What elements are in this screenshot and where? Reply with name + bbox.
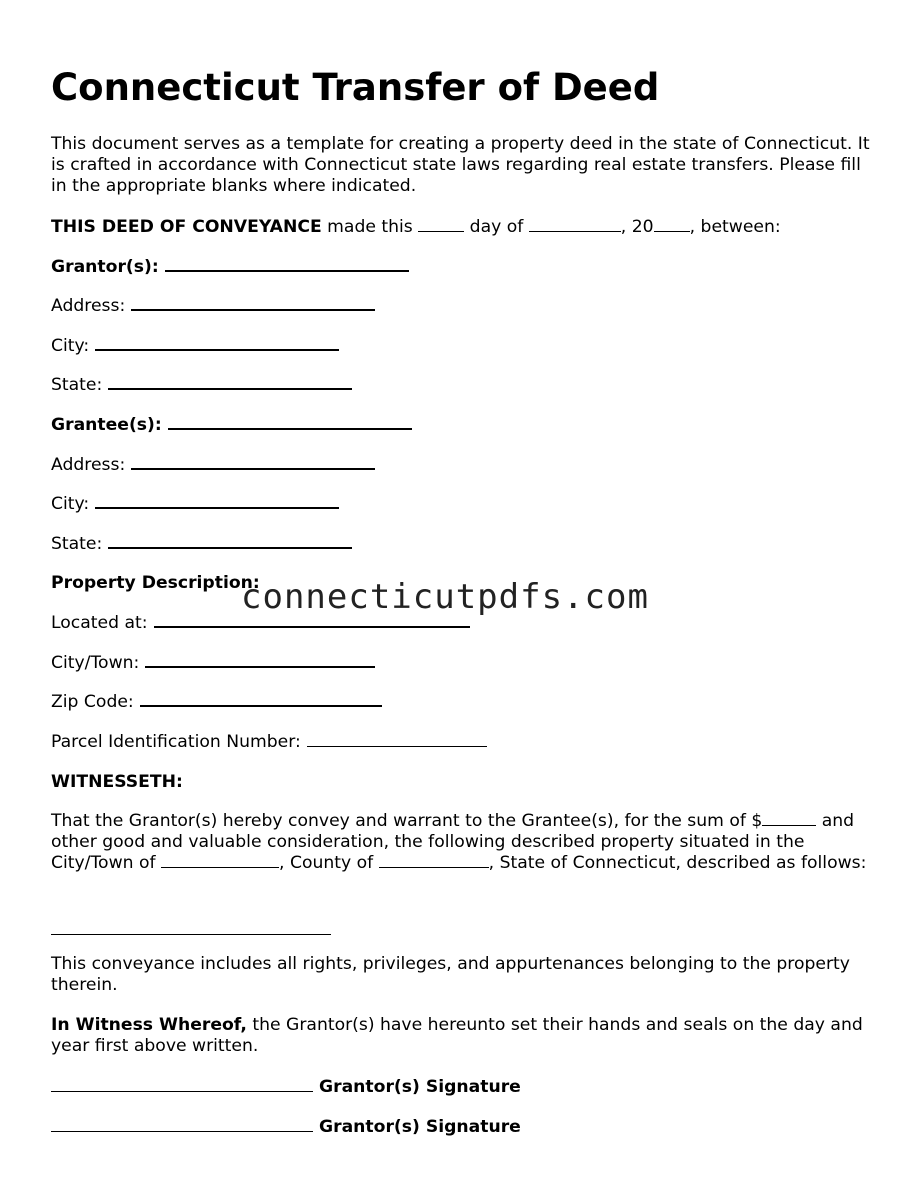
parcel-id-label: Parcel Identification Number: (51, 732, 301, 752)
witnesseth-paragraph (51, 811, 881, 874)
signature-label-2: Grantor(s) Signature (319, 1117, 521, 1137)
signature-label-1: Grantor(s) Signature (319, 1077, 521, 1097)
grantee-address-blank[interactable] (131, 454, 375, 470)
grantee-state-field (51, 533, 352, 555)
conveyance-line (51, 216, 781, 238)
grantee-field (51, 414, 412, 436)
conveyance-text-3: , 20 (620, 217, 654, 237)
in-witness-lead: In Witness Whereof, (51, 1015, 247, 1035)
includes-paragraph: This conveyance includes all rights, privileges, and appurtenances belonging to the property therein. (51, 954, 850, 995)
city-town-field (51, 652, 375, 674)
grantor-address-label: Address: (51, 296, 126, 316)
grantor-address-blank[interactable] (131, 295, 375, 311)
grantor-state-field (51, 374, 352, 396)
watermark: connecticutpdfs.com (241, 577, 649, 617)
conveyance-text-1: made this (321, 217, 419, 237)
city-town-of-blank[interactable] (161, 853, 279, 868)
grantor-city-blank[interactable] (95, 335, 339, 351)
signature-blank-1[interactable] (51, 1077, 313, 1092)
zip-code-blank[interactable] (140, 691, 382, 707)
sum-blank[interactable] (762, 811, 816, 826)
grantee-city-field (51, 493, 339, 515)
in-witness-paragraph (51, 1015, 881, 1057)
conveyance-text-2: day of (464, 217, 529, 237)
parcel-id-field (51, 731, 487, 753)
grantor-address-field (51, 295, 375, 317)
page-title: Connecticut Transfer of Deed (51, 66, 660, 109)
property-description-heading: Property Description: (51, 573, 260, 593)
signature-line-2 (51, 1116, 521, 1138)
intro-paragraph: This document serves as a template for creating a property deed in the state of Connecticut. It is crafted in accordance with Connecticut state laws regarding real estate transfers. Please fill in the appropriate blanks where indicated. (51, 134, 870, 196)
signature-line-1 (51, 1076, 521, 1098)
grantor-city-field (51, 335, 339, 357)
witnesseth-text-3: , County of (279, 853, 379, 873)
grantor-state-label: State: (51, 375, 103, 395)
zip-code-field (51, 691, 382, 713)
grantee-state-blank[interactable] (108, 533, 352, 549)
conveyance-lead: THIS DEED OF CONVEYANCE (51, 217, 322, 237)
grantee-address-field (51, 454, 375, 476)
grantee-city-label: City: (51, 494, 90, 514)
grantee-address-label: Address: (51, 455, 126, 475)
grantor-blank[interactable] (165, 256, 409, 272)
city-town-label: City/Town: (51, 653, 140, 673)
signature-blank-2[interactable] (51, 1117, 313, 1132)
grantee-label: Grantee(s): (51, 415, 162, 435)
grantor-field (51, 256, 409, 278)
grantee-blank[interactable] (168, 414, 412, 430)
zip-code-label: Zip Code: (51, 692, 134, 712)
county-blank[interactable] (379, 853, 489, 868)
witnesseth-text-2: and other good and valuable consideration, the following described property situated in the City/Town of (51, 811, 855, 873)
city-town-blank[interactable] (145, 652, 375, 668)
property-description-blank[interactable] (51, 934, 331, 935)
grantor-label: Grantor(s): (51, 257, 159, 277)
month-blank[interactable] (529, 217, 621, 232)
witnesseth-heading: WITNESSETH: (51, 772, 183, 792)
day-blank[interactable] (418, 217, 464, 232)
conveyance-text-4: , between: (689, 217, 781, 237)
parcel-id-blank[interactable] (307, 732, 487, 747)
grantor-state-blank[interactable] (108, 374, 352, 390)
located-at-label: Located at: (51, 613, 148, 633)
witnesseth-text-4: , State of Connecticut, described as follows: (488, 853, 867, 873)
in-witness-text: the Grantor(s) have hereunto set their hands and seals on the day and year first above written. (51, 1015, 863, 1056)
grantee-state-label: State: (51, 534, 103, 554)
witnesseth-text-1: That the Grantor(s) hereby convey and warrant to the Grantee(s), for the sum of $ (51, 811, 763, 831)
grantor-city-label: City: (51, 336, 90, 356)
grantee-city-blank[interactable] (95, 493, 339, 509)
year-blank[interactable] (654, 217, 690, 232)
